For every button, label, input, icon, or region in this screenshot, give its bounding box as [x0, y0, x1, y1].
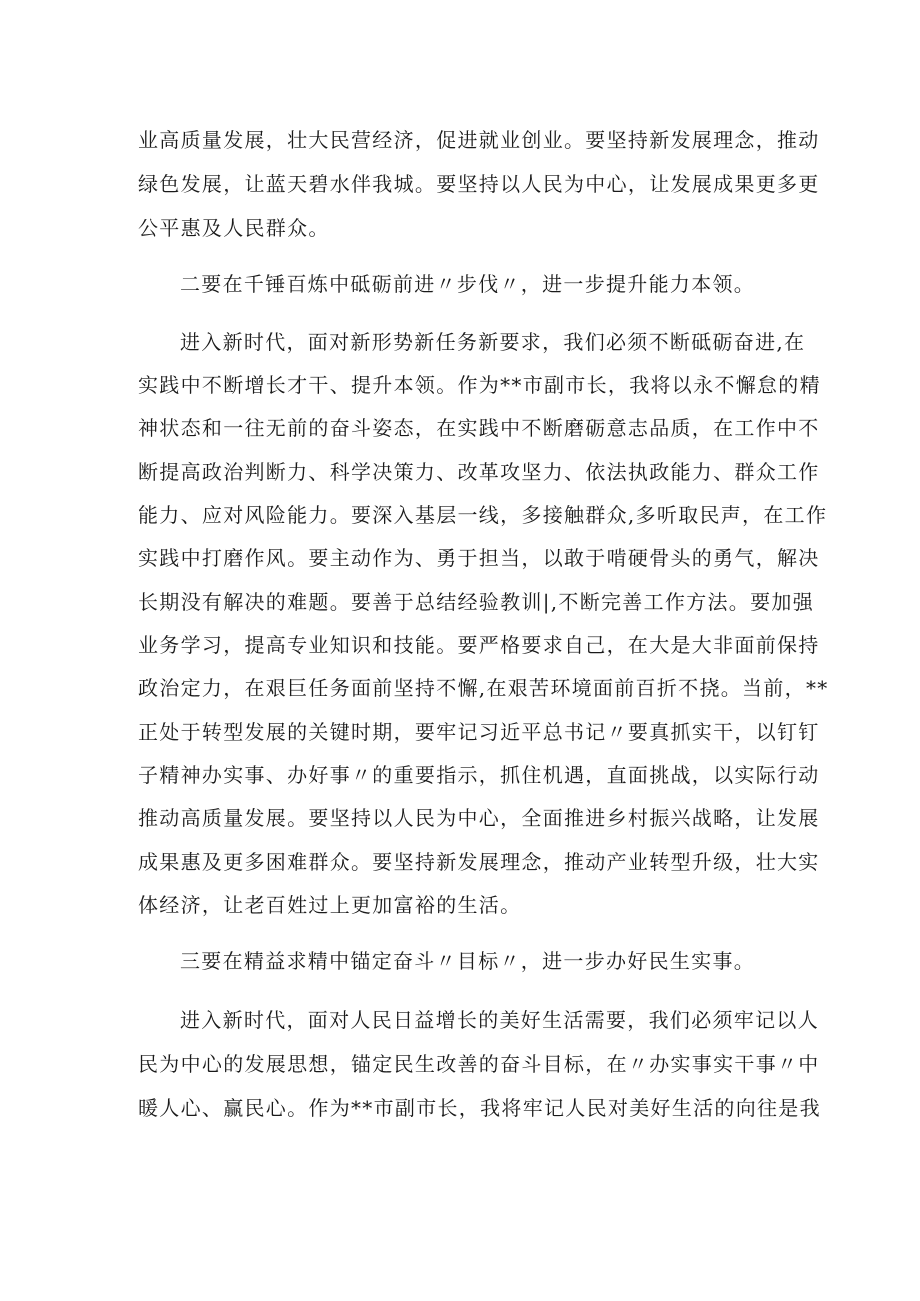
paragraph-1-line-1: 业高质量发展，壮大民营经济，促进就业创业。要坚持新发展理念，推动	[138, 128, 820, 152]
paragraph-2-line-8: 业务学习，提高专业知识和技能。要严格要求自己，在大是大非面前保持	[138, 633, 820, 657]
paragraph-2-line-14: 体经济，让老百姓过上更加富裕的生活。	[138, 893, 522, 917]
paragraph-2-line-6: 实践中打磨作风。要主动作为、勇于担当，以敢于啃硬骨头的勇气，解决	[138, 546, 820, 570]
section-heading-3: 三要在精益求精中锚定奋斗〃目标〃，进一步办好民生实事。	[180, 949, 756, 973]
paragraph-2-line-12: 推动高质量发展。要坚持以人民为中心，全面推进乡村振兴战略，让发展	[138, 806, 820, 830]
paragraph-2-line-13: 成果惠及更多困难群众。要坚持新发展理念，推动产业转型升级，壮大实	[138, 850, 820, 874]
paragraph-2-line-9: 政治定力，在艰巨任务面前坚持不懈,在艰苦环境面前百折不挠。当前，**	[138, 676, 829, 700]
section-heading-2: 二要在千锤百炼中砥砺前进〃步伐〃，进一步提升能力本领。	[180, 272, 756, 296]
paragraph-2-line-4: 断提高政治判断力、科学决策力、改革攻坚力、依法执政能力、群众工作	[138, 460, 820, 484]
paragraph-1-line-2: 绿色发展，让蓝天碧水伴我城。要坚持以人民为中心，让发展成果更多更	[138, 172, 820, 196]
paragraph-2-line-1: 进入新时代，面对新形势新任务新要求，我们必须不断砥砺奋进,在	[180, 330, 806, 354]
paragraph-2-line-10: 正处于转型发展的关键时期，要牢记习近平总书记〃要真抓实干，以钉钉	[138, 720, 820, 744]
paragraph-2-line-2: 实践中不断增长才干、提升本领。作为**市副市长，我将以永不懈怠的精	[138, 373, 821, 397]
paragraph-2-line-7: 长期没有解决的难题。要善于总结经验教训|,不断完善工作方法。要加强	[138, 590, 814, 614]
paragraph-1-line-3: 公平惠及人民群众。	[138, 216, 330, 240]
paragraph-3-line-2: 民为中心的发展思想，锚定民生改善的奋斗目标，在〃办实事实干事〃中	[138, 1052, 820, 1076]
paragraph-3-line-3: 暖人心、赢民心。作为**市副市长，我将牢记人民对美好生活的向往是我	[138, 1096, 821, 1120]
paragraph-2-line-3: 神状态和一往无前的奋斗姿态，在实践中不断磨砺意志品质，在工作中不	[138, 416, 820, 440]
paragraph-3-line-1: 进入新时代，面对人民日益增长的美好生活需要，我们必须牢记以人	[180, 1008, 819, 1032]
paragraph-2-line-11: 子精神办实事、办好事〃的重要指示，抓住机遇，直面挑战，以实际行动	[138, 763, 820, 787]
paragraph-2-line-5: 能力、应对风险能力。要深入基层一线，多接触群众,多听取民声，在工作	[138, 503, 828, 527]
